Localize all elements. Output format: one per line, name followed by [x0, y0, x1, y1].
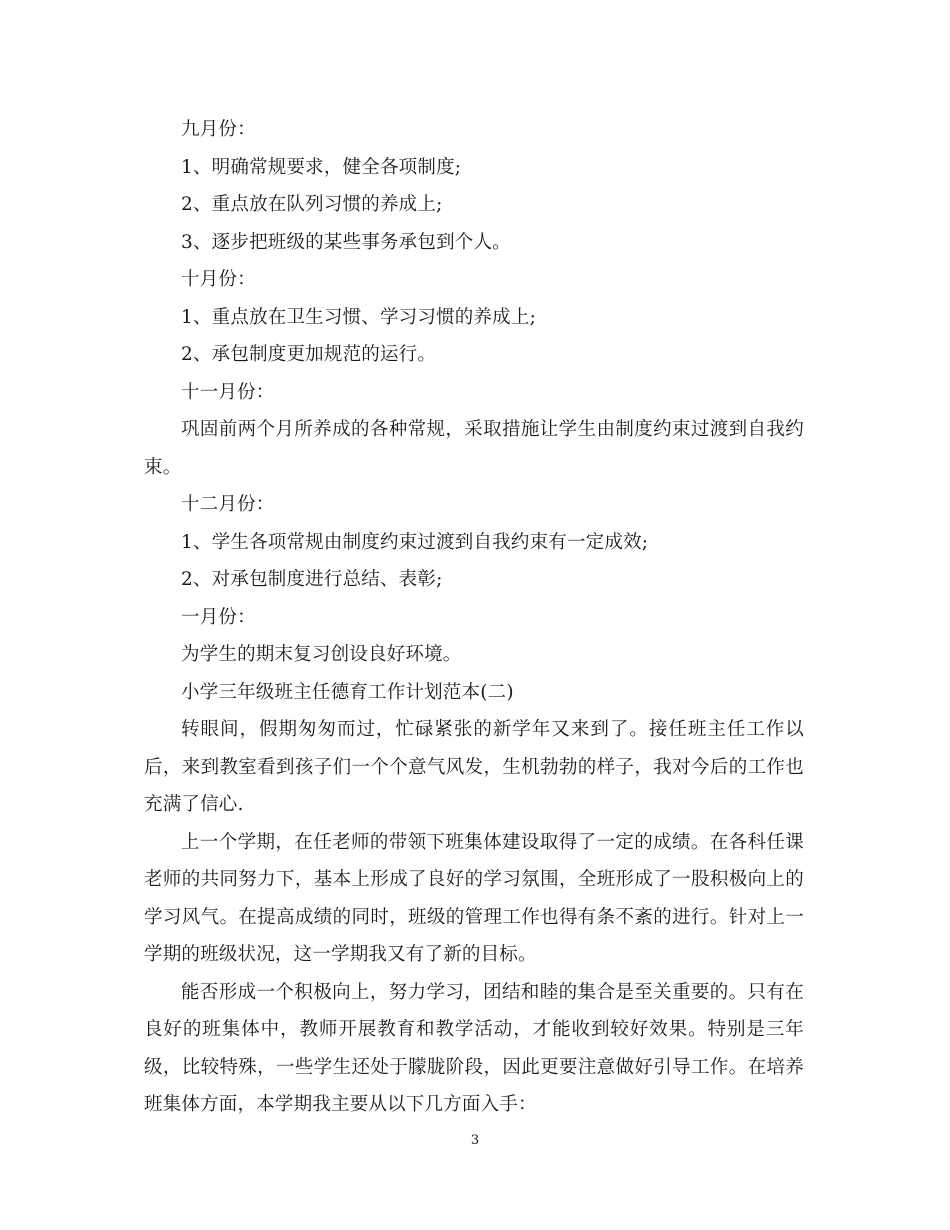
heading-november: 十一月份： — [181, 381, 275, 403]
body-paragraph: 巩固前两个月所养成的各种常规，采取措施让学生由制度约束过渡到自我约束。 — [144, 419, 804, 478]
list-item: 2、承包制度更加规范的运行。 — [181, 344, 437, 365]
heading-september: 九月份： — [181, 119, 256, 140]
list-item: 2、重点放在队列习惯的养成上; — [181, 194, 443, 215]
heading-december: 十二月份： — [181, 494, 275, 515]
heading-october: 十月份： — [181, 269, 256, 290]
list-item: 3、逐步把班级的某些事务承包到个人。 — [181, 231, 511, 253]
body-paragraph: 转眼间，假期匆匆而过，忙碌紧张的新学年又来到了。接任班主任工作以后，来到教室看到孩子们一个个意气风发，生机勃勃的样子，我对今后的工作也充满了信心. — [144, 719, 804, 815]
list-item: 2、对承包制度进行总结、表彰; — [181, 569, 443, 590]
page-number: 3 — [470, 1133, 480, 1148]
heading-january: 一月份： — [181, 606, 256, 628]
list-item: 1、重点放在卫生习惯、学习习惯的养成上; — [181, 306, 537, 328]
body-paragraph: 为学生的期末复习创设良好环境。 — [181, 644, 462, 665]
section-title: 小学三年级班主任德育工作计划范本(二) — [181, 681, 514, 703]
body-paragraph: 上一个学期，在任老师的带领下班集体建设取得了一定的成绩。在各科任课老师的共同努力下，基本上形成了良好的学习氛围，全班形成了一股积极向上的学习风气。在提高成绩的同时，班级的管理工作也得有条不紊的进行。针对上一学期的班级状况，这一学期我又有了新的目标。 — [144, 831, 804, 965]
document-body — [144, 111, 804, 1124]
list-item: 1、学生各项常规由制度约束过渡到自我约束有一定成效; — [181, 531, 649, 553]
list-item: 1、明确常规要求，健全各项制度; — [181, 156, 462, 178]
body-paragraph: 能否形成一个积极向上，努力学习，团结和睦的集合是至关重要的。只有在良好的班集体中，教师开展教育和教学活动，才能收到较好效果。特别是三年级，比较特殊，一些学生还处于朦胧阶段，因此更要注意做好引导工作。在培养班集体方面，本学期我主要从以下几方面入手： — [144, 981, 804, 1115]
